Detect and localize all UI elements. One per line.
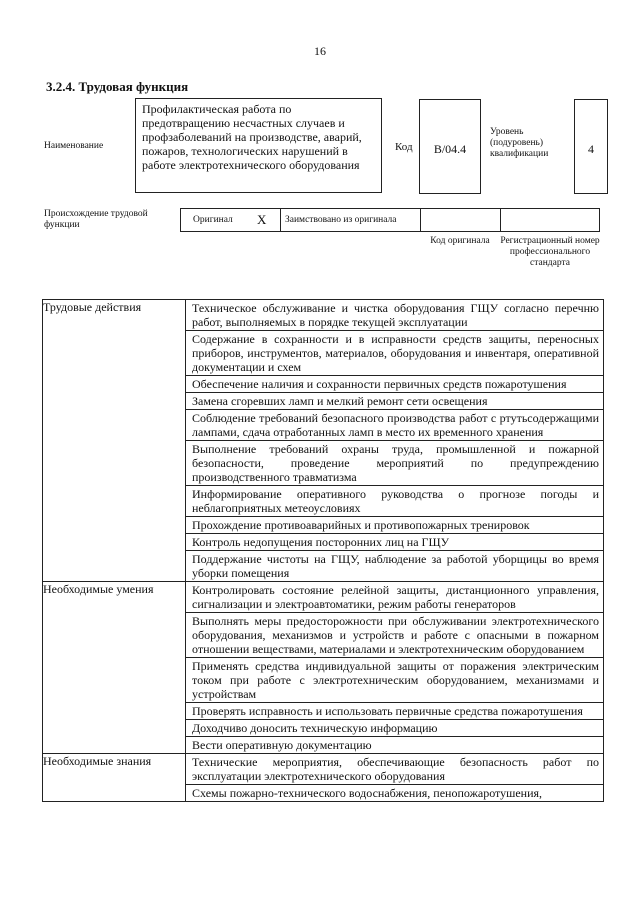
kod-label: Код [395, 141, 413, 153]
function-name-box: Профилактическая работа по предотвращению несчастных случаев и профзаболеваний на производстве, аварий, пожаров, технологических нарушений в работе электротехнического оборудования [135, 98, 382, 193]
list-item: Техническое обслуживание и чистка оборудования ГЩУ согласно перечню работ, выполняемых в порядке текущей эксплуатации [186, 300, 603, 331]
list-item: Прохождение противоаварийных и противопожарных тренировок [186, 517, 603, 534]
origin-label: Происхождение трудовой функции [44, 209, 148, 230]
level-label: Уровень (подуровень) квалификации [490, 127, 549, 159]
labor-function-table [42, 299, 604, 802]
list-item: Технические мероприятия, обеспечивающие безопасность работ по эксплуатации электротехнического оборудования [186, 754, 603, 785]
page-number: 16 [314, 44, 326, 58]
list-item: Выполнение требований охраны труда, промышленной и пожарной безопасности, проведение мероприятий по предупреждению производственного травматизма [186, 441, 603, 486]
table-row [43, 300, 604, 582]
list-item: Обеспечение наличия и сохранности первичных средств пожаротушения [186, 376, 603, 393]
list-item: Схемы пожарно-технического водоснабжения, пенопожаротушения, [192, 786, 543, 800]
row-label: Необходимые знания [43, 754, 186, 802]
table-row [43, 754, 604, 802]
origin-row [180, 208, 600, 232]
original-mark: X [257, 212, 267, 227]
code-original-cell [420, 209, 501, 231]
list-item: Замена сгоревших ламп и мелкий ремонт сети освещения [186, 393, 603, 410]
list-item: Выполнять меры предосторожности при обслуживании электротехнического оборудования, механизмов и устройств и работе с опасными в пожарном отношении веществами, материалами и электротехническим оборудованием [186, 613, 603, 658]
row-items [186, 582, 604, 754]
original-cell [181, 209, 281, 231]
list-item: Содержание в сохранности и в исправности средств защиты, переносных приборов, инструментов, материалов, оборудования и инвентаря, оперативной документации и схем [186, 331, 603, 376]
list-item: Информирование оперативного руководства о прогнозе погоды и неблагоприятных метеоусловиях [186, 486, 603, 517]
list-item: Контролировать состояние релейной защиты, дистанционного управления, сигнализации и электроавтоматики, режим работы генераторов [186, 582, 603, 613]
level-value-box: 4 [574, 99, 608, 194]
section-title: 3.2.4. Трудовая функция [46, 79, 189, 94]
kod-value-box: B/04.4 [419, 99, 481, 194]
original-label: Оригинал [193, 215, 233, 225]
list-item: Соблюдение требований безопасного производства работ с ртутьсодержащими лампами, сдача отработанных ламп в место их временного хранения [186, 410, 603, 441]
row-items [186, 754, 604, 802]
list-item: Применять средства индивидуальной защиты от поражения электрическим током при работе с электротехническим оборудованием, механизмами и устройствам [186, 658, 603, 703]
list-item: Вести оперативную документацию [192, 738, 372, 752]
row-label: Трудовые действия [43, 300, 186, 582]
list-item: Поддержание чистоты на ГЩУ, наблюдение за работой уборщицы во время уборки помещения [192, 552, 599, 580]
list-item: Проверять исправность и использовать первичные средства пожаротушения [186, 703, 603, 720]
naimenovanie-label: Наименование [44, 141, 104, 151]
reg-number-cell [500, 209, 599, 231]
list-item: Доходчиво доносить техническую информацию [186, 720, 603, 737]
code-original-caption: Код оригинала [430, 236, 490, 246]
reg-number-caption: Регистрационный номер профессионального стандарта [500, 236, 600, 268]
row-items [186, 300, 604, 582]
borrowed-label: Заимствовано из оригинала [285, 215, 397, 225]
list-item: Контроль недопущения посторонних лиц на ГЩУ [186, 534, 603, 551]
row-label: Необходимые умения [43, 582, 186, 754]
borrowed-cell [280, 209, 421, 231]
table-row [43, 582, 604, 754]
